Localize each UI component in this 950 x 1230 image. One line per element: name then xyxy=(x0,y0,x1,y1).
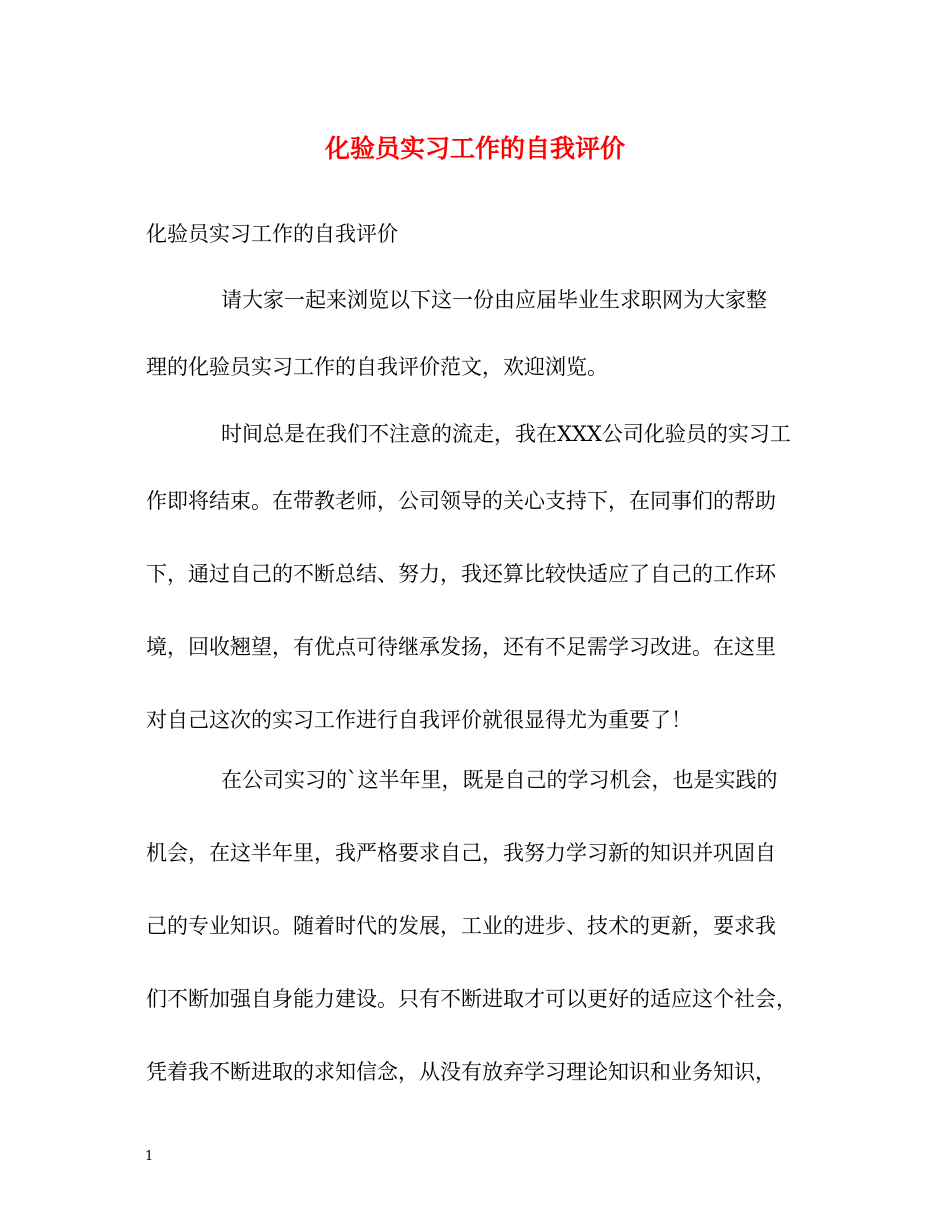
body-line-4: 作即将结束。在带教老师，公司领导的关心支持下，在同事们的帮助 xyxy=(146,489,776,513)
body-line-6: 境，回收翘望，有优点可待继承发扬，还有不足需学习改进。在这里 xyxy=(146,635,776,659)
body-line-12: 凭着我不断进取的求知信念，从没有放弃学习理论知识和业务知识， xyxy=(146,1060,776,1084)
document-title: 化验员实习工作的自我评价 xyxy=(324,134,625,163)
body-line-8: 在公司实习的`这半年里，既是自己的学习机会，也是实践的 xyxy=(221,768,778,792)
document-subtitle: 化验员实习工作的自我评价 xyxy=(146,222,398,246)
body-line-10: 己的专业知识。随着时代的发展，工业的进步、技术的更新，要求我 xyxy=(146,914,776,938)
body-line-1: 请大家一起来浏览以下这一份由应届毕业生求职网为大家整 xyxy=(221,288,767,312)
body-line-7: 对自己这次的实习工作进行自我评价就很显得尤为重要了！ xyxy=(146,708,692,732)
body-line-11: 们不断加强自身能力建设。只有不断进取才可以更好的适应这个社会， xyxy=(146,987,797,1011)
body-line-5: 下，通过自己的不断总结、努力，我还算比较快适应了自己的工作环 xyxy=(146,562,776,586)
body-line-9: 机会，在这半年里，我严格要求自己，我努力学习新的知识并巩固自 xyxy=(146,841,776,865)
page-number: 1 xyxy=(145,1149,154,1164)
body-line-3: 时间总是在我们不注意的流走，我在XXX公司化验员的实习工 xyxy=(221,422,791,446)
body-line-2: 理的化验员实习工作的自我评价范文，欢迎浏览。 xyxy=(146,355,608,379)
